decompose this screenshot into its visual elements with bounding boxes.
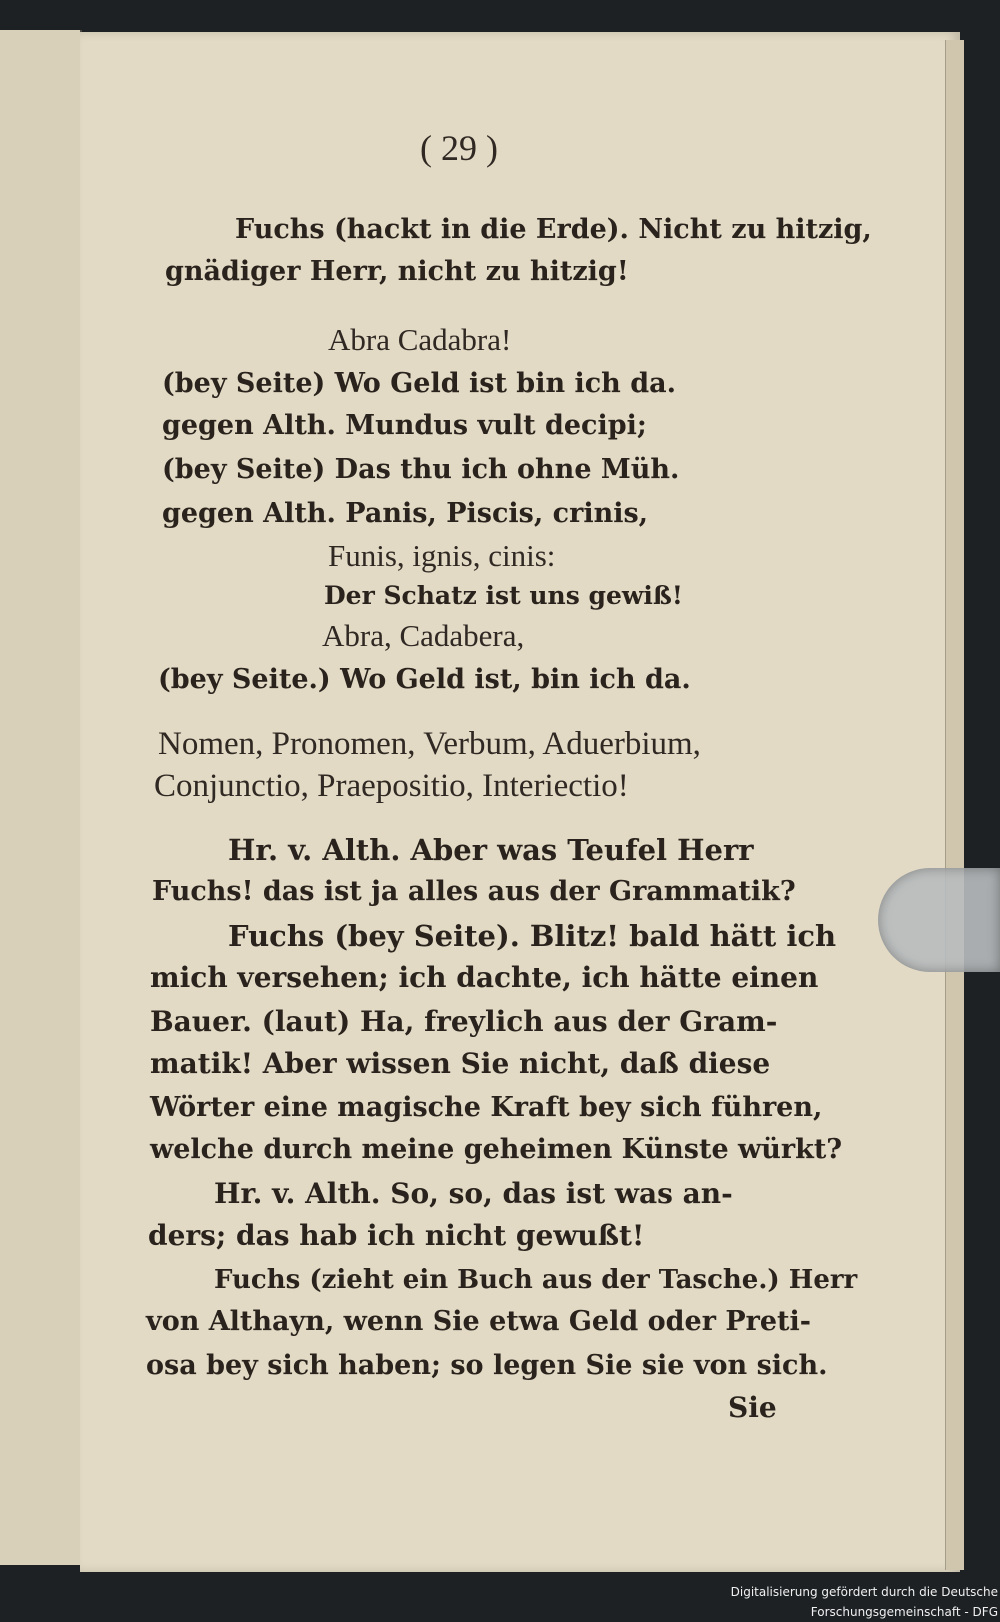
text-line-25: von Althayn, wenn Sie etwa Geld oder Preti- <box>146 1306 811 1337</box>
text-line-8: Funis, ignis, cinis: <box>328 538 556 573</box>
text-line-2: gnädiger Herr, nicht zu hitzig! <box>165 256 629 287</box>
text-line-19: matik! Aber wissen Sie nicht, daß diese <box>150 1047 771 1080</box>
text-line-7: gegen Alth. Panis, Piscis, crinis, <box>162 498 649 529</box>
text-line-5: gegen Alth. Mundus vult decipi; <box>162 410 647 441</box>
text-line-1: Fuchs (hackt in die Erde). Nicht zu hitzig, <box>235 214 872 245</box>
text-line-6: (bey Seite) Das thu ich ohne Müh. <box>162 454 680 485</box>
text-line-11: (bey Seite.) Wo Geld ist, bin ich da. <box>158 664 691 695</box>
text-line-16: Fuchs (bey Seite). Blitz! bald hätt ich <box>228 919 837 953</box>
text-line-13: Conjunctio, Praepositio, Interiectio! <box>154 768 629 804</box>
text-line-24: Fuchs (zieht ein Buch aus der Tasche.) Herr <box>214 1265 858 1295</box>
text-line-18: Bauer. (laut) Ha, freylich aus der Gram- <box>150 1005 778 1038</box>
text-line-17: mich versehen; ich dachte, ich hätte einen <box>150 961 819 994</box>
catchword: Sie <box>728 1391 777 1424</box>
text-line-22: Hr. v. Alth. So, so, das ist was an- <box>214 1177 733 1210</box>
page-number: ( 29 ) <box>420 128 498 168</box>
text-line-9: Der Schatz ist uns gewiß! <box>324 581 683 610</box>
text-line-14: Hr. v. Alth. Aber was Teufel Herr <box>228 833 754 867</box>
page-clip <box>878 868 1000 972</box>
text-line-3: Abra Cadabra! <box>328 322 512 357</box>
facing-page-edge <box>0 30 82 1565</box>
text-line-12: Nomen, Pronomen, Verbum, Aduerbium, <box>158 726 701 762</box>
text-line-26: osa bey sich haben; so legen Sie sie von sich. <box>146 1350 828 1381</box>
text-line-10: Abra, Cadabera, <box>322 618 525 653</box>
text-line-20: Wörter eine magische Kraft bey sich führen, <box>150 1092 823 1123</box>
text-line-4: (bey Seite) Wo Geld ist bin ich da. <box>162 368 676 399</box>
footer-credit: Digitalisierung gefördert durch die Deutsche Forschungsgemeinschaft - DFG <box>730 1585 998 1619</box>
text-line-21: welche durch meine geheimen Künste würkt? <box>150 1134 843 1165</box>
page-edge <box>945 40 964 1570</box>
text-line-15: Fuchs! das ist ja alles aus der Grammatik? <box>152 876 796 907</box>
text-line-23: ders; das hab ich nicht gewußt! <box>148 1219 645 1252</box>
